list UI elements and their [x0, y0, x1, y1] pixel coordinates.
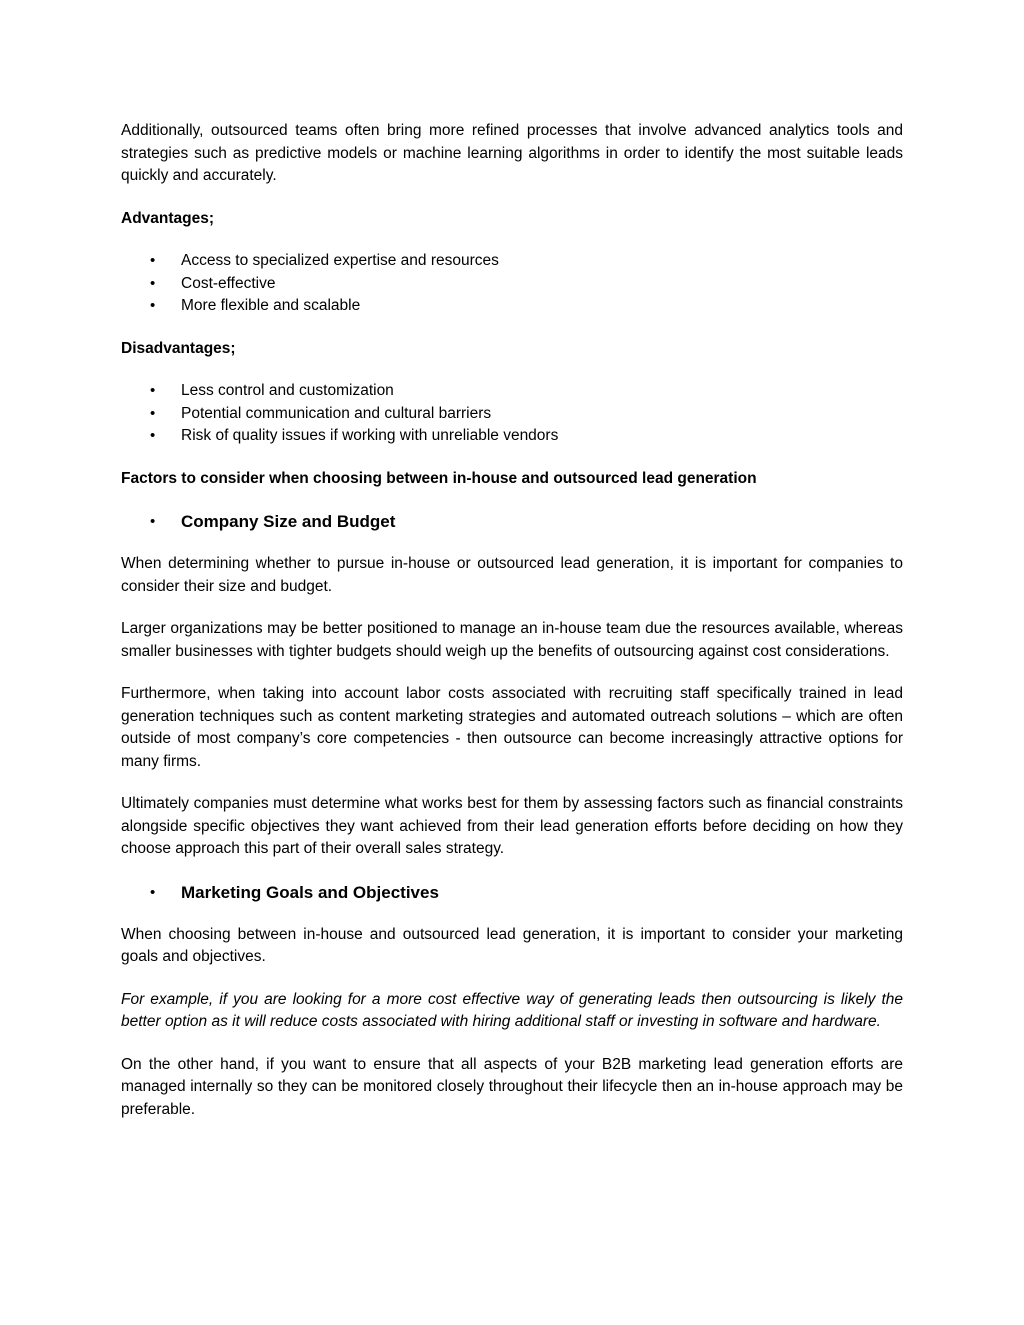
list-item-text: Less control and customization	[181, 382, 394, 399]
marketing-goals-paragraph-3: On the other hand, if you want to ensure that all aspects of your B2B marketing lead generation efforts are managed internally so they can be monitored closely throughout their lifecycle then an in-house approach may be preferable.	[121, 1055, 903, 1118]
marketing-goals-paragraph-1: When choosing between in-house and outsourced lead generation, it is important to consider your marketing goals and objectives.	[121, 925, 903, 965]
advantages-heading: Advantages;	[121, 209, 215, 227]
bullet-icon: •	[150, 382, 156, 399]
list-item	[121, 425, 903, 448]
list-item	[121, 295, 903, 318]
company-size-paragraph-2: Larger organizations may be better positioned to manage an in-house team due the resources available, whereas smaller businesses with tighter budgets should weigh up the benefits of outsourcing against cost considerations.	[121, 620, 903, 660]
disadvantages-heading: Disadvantages;	[121, 339, 236, 357]
list-item-text: Cost-effective	[181, 274, 276, 292]
bullet-icon: •	[150, 513, 156, 530]
bullet-icon: •	[150, 252, 156, 269]
list-item-text: Risk of quality issues if working with unreliable vendors	[181, 427, 559, 444]
section-heading-marketing-goals	[121, 881, 903, 905]
section-heading-text: Company Size and Budget	[181, 512, 396, 531]
list-item	[121, 403, 903, 426]
list-item-text: Potential communication and cultural barriers	[181, 404, 492, 422]
company-size-paragraph-1: When determining whether to pursue in-house or outsourced lead generation, it is important for companies to consider their size and budget.	[121, 555, 903, 595]
list-item-text: Access to specialized expertise and resources	[181, 252, 499, 269]
disadvantages-list	[121, 380, 903, 448]
company-size-paragraph-3: Furthermore, when taking into account labor costs associated with recruiting staff specifically trained in lead generation techniques such as content marketing strategies and automated outreach solutions – which are often outside of most company’s core competencies - then outsource can become increasingly attractive options for many firms.	[121, 685, 903, 770]
bullet-icon: •	[150, 297, 156, 314]
list-item	[121, 380, 903, 403]
bullet-icon: •	[150, 274, 156, 292]
intro-paragraph: Additionally, outsourced teams often bring more refined processes that involve advanced analytics tools and strategies such as predictive models or machine learning algorithms in order to identify the most suitable leads quickly and accurately.	[121, 122, 903, 184]
factors-heading: Factors to consider when choosing between in-house and outsourced lead generation	[121, 469, 757, 487]
section-heading-company-size	[121, 510, 903, 534]
bullet-icon: •	[150, 404, 156, 422]
section-heading-text: Marketing Goals and Objectives	[181, 882, 439, 902]
bullet-icon: •	[150, 883, 156, 901]
advantages-list	[121, 250, 903, 318]
company-size-paragraph-4: Ultimately companies must determine what works best for them by assessing factors such as financial constraints alongside specific objectives they want achieved from their lead generation efforts before deciding on how they choose approach this part of their overall sales strategy.	[121, 795, 903, 857]
list-item	[121, 273, 903, 296]
document-page	[121, 120, 903, 1141]
list-item-text: More flexible and scalable	[181, 297, 361, 314]
marketing-goals-example-paragraph: For example, if you are looking for a more cost effective way of generating leads then outsourcing is likely the better option as it will reduce costs associated with hiring additional staff or investing in software and hardware.	[121, 990, 903, 1030]
bullet-icon: •	[150, 427, 156, 444]
list-item	[121, 250, 903, 273]
